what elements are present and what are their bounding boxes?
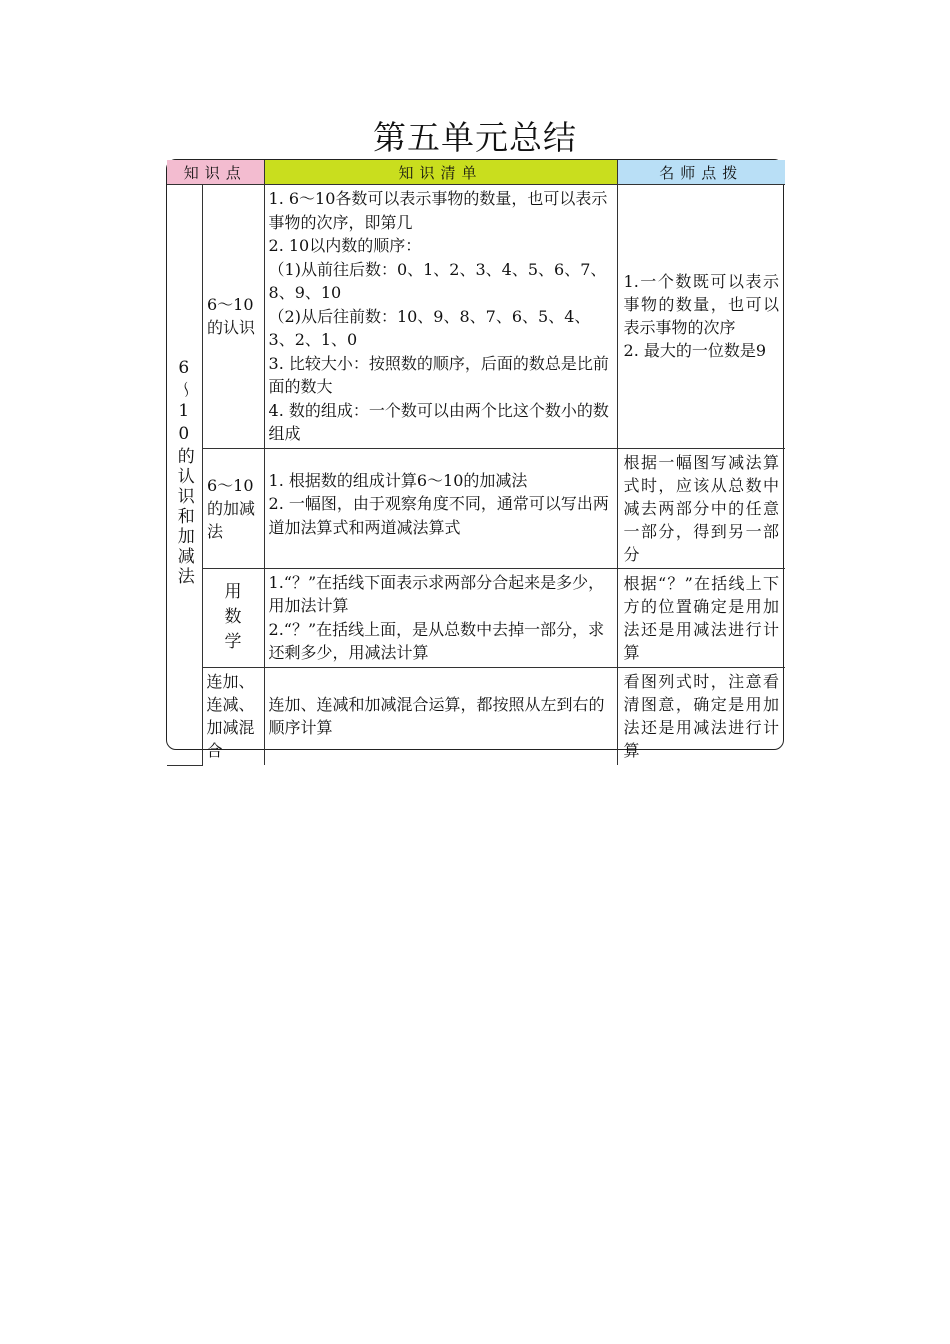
subtopic-cell xyxy=(202,448,264,568)
page-title: 第五单元总结 xyxy=(373,118,577,157)
tip-item: 2. 最大的一位数是9 xyxy=(623,341,767,361)
list-item: 1. 根据数的组成计算6～10的加减法 xyxy=(268,470,528,490)
table-row xyxy=(167,185,785,449)
tip-cell xyxy=(617,667,785,765)
list-item: 1. 6～10各数可以表示事物的数量，也可以表示事物的次序，即第几 xyxy=(268,189,608,232)
tip-item: 根据一幅图写减法算式时，应该从总数中减去两部分中的任意一部分，得到另一部分 xyxy=(623,452,780,564)
topic-label: 6～10的认识和加减法 xyxy=(173,358,194,588)
knowledge-list-cell xyxy=(264,667,617,765)
header-knowledge-point: 知识点 xyxy=(167,160,264,185)
subtopic-cell xyxy=(202,568,264,667)
header-teacher-tips: 名师点拨 xyxy=(617,160,785,185)
tip-item: 1.一个数既可以表示事物的数量，也可以表示事物的次序 xyxy=(623,272,780,338)
header-knowledge-list: 知识清单 xyxy=(264,160,617,185)
tip-item: 看图列式时，注意看清图意，确定是用加法还是用减法进行计算 xyxy=(623,672,780,761)
summary-table xyxy=(166,159,784,761)
list-item: （2)从后往前数：10、9、8、7、6、5、4、3、2、1、0 xyxy=(268,306,591,349)
table-row xyxy=(167,667,785,765)
list-item: 2. 一幅图，由于观察角度不同，通常可以写出两道加法算式和两道减法算式 xyxy=(268,494,609,537)
knowledge-list-cell xyxy=(264,448,617,568)
list-item: （1)从前往后数：0、1、2、3、4、5、6、7、8、9、10 xyxy=(268,259,607,302)
list-item: 连加、连减和加减混合运算，都按照从左到右的顺序计算 xyxy=(268,694,605,738)
list-item: 3. 比较大小：按照数的顺序，后面的数总是比前面的数大 xyxy=(268,353,609,396)
list-item: 2.“？”在括线上面，是从总数中去掉一部分，求还剩多少，用减法计算 xyxy=(268,619,605,662)
knowledge-list-cell xyxy=(264,185,617,449)
topic-cell xyxy=(167,185,202,766)
subtopic-label: 6～10的认识 xyxy=(207,295,256,338)
list-item: 1.“？”在括线下面表示求两部分合起来是多少，用加法计算 xyxy=(268,572,605,615)
subtopic-label: 连加、连减、加减混合 xyxy=(206,672,255,761)
tip-item: 根据“？”在括线上下方的位置确定是用加法还是用减法进行计算 xyxy=(623,573,780,662)
list-item: 2. 10以内数的顺序： xyxy=(268,236,422,255)
knowledge-list-cell xyxy=(264,568,617,667)
table-row xyxy=(167,448,785,568)
table-row xyxy=(167,568,785,667)
tip-cell xyxy=(617,185,785,449)
subtopic-label: 6～10的加减法 xyxy=(207,475,256,541)
list-item: 4. 数的组成：一个数可以由两个比这个数小的数组成 xyxy=(268,400,609,443)
table-header-row xyxy=(167,160,785,185)
tip-cell xyxy=(617,448,785,568)
tip-cell xyxy=(617,568,785,667)
subtopic-cell xyxy=(202,667,264,765)
subtopic-cell xyxy=(202,185,264,449)
subtopic-label: 用数学 xyxy=(224,582,242,652)
